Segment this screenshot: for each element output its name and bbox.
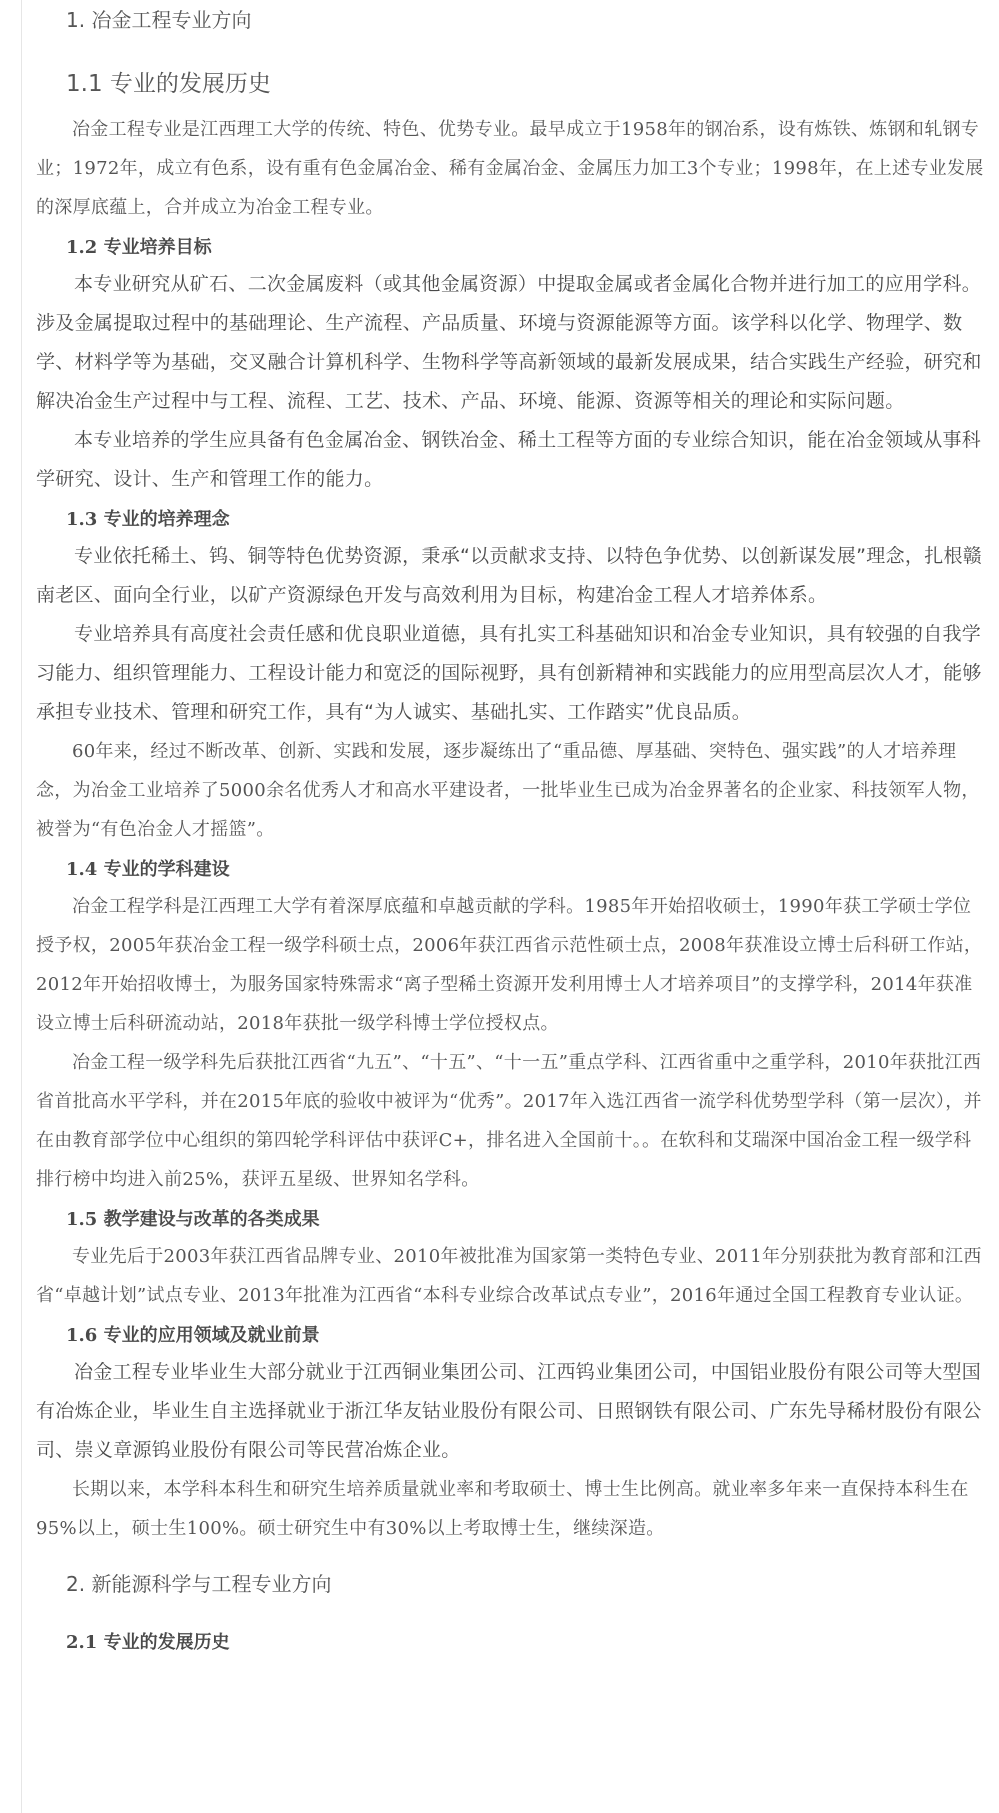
section-1-6-paragraph-2: 长期以来，本学科本科生和研究生培养质量就业率和考取硕士、博士生比例高。就业率多年来一直保持本科生在95%以上，硕士生100%。硕士研究生中有30%以上考取博士生，继续深造。: [36, 1479, 969, 1539]
section-1-2-paragraph-2: 本专业培养的学生应具备有色金属冶金、钢铁冶金、稀土工程等方面的专业综合知识，能在冶金领域从事科学研究、设计、生产和管理工作的能力。: [36, 429, 982, 490]
section-1-3-title: 1.3 专业的培养理念: [66, 509, 230, 530]
section-2-1-title: 2.1 专业的发展历史: [66, 1632, 230, 1653]
section-1-4-paragraph-2: 冶金工程一级学科先后获批江西省“九五”、“十五”、“十一五”重点学科、江西省重中之重学科，2010年获批江西省首批高水平学科，并在2015年底的验收中被评为“优秀”。2017年入选江西省一流学科优势型学科（第一层次），并在由教育部学位中心组织的第四轮学科评估中获评C+，排名进入全国前十。。在软科和艾瑞深中国冶金工程一级学科排行榜中均进入前25%，获评五星级、世界知名学科。: [36, 1052, 982, 1190]
section-1-2-title: 1.2 专业培养目标: [66, 237, 212, 258]
section-1-3-paragraph-3: 60年来，经过不断改革、创新、实践和发展，逐步凝练出了“重品德、厚基础、突特色、强实践”的人才培养理念，为冶金工业培养了5000余名优秀人才和高水平建设者，一批毕业生已成为冶金界著名的企业家、科技领军人物，被誉为“有色冶金人才摇篮”。: [36, 741, 980, 840]
section-1-6-title: 1.6 专业的应用领域及就业前景: [66, 1325, 320, 1346]
section-1-1-paragraph: 冶金工程专业是江西理工大学的传统、特色、优势专业。最早成立于1958年的钢冶系，设有炼铁、炼钢和轧钢专业；1972年，成立有色系，设有重有色金属冶金、稀有金属冶金、金属压力加工3个专业；1998年，在上述专业发展的深厚底蕴上，合并成立为冶金工程专业。: [36, 119, 984, 218]
section-1-2-paragraph-1: 本专业研究从矿石、二次金属废料（或其他金属资源）中提取金属或者金属化合物并进行加工的应用学科。涉及金属提取过程中的基础理论、生产流程、产品质量、环境与资源能源等方面。该学科以化学、物理学、数学、材料学等为基础，交叉融合计算机科学、生物科学等高新领域的最新发展成果，结合实践生产经验，研究和解决冶金生产过程中与工程、流程、工艺、技术、产品、环境、能源、资源等相关的理论和实际问题。: [36, 273, 982, 412]
section-2-title: 2. 新能源科学与工程专业方向: [66, 1572, 332, 1596]
section-1-4-paragraph-1: 冶金工程学科是江西理工大学有着深厚底蕴和卓越贡献的学科。1985年开始招收硕士，1990年获工学硕士学位授予权，2005年获冶金工程一级学科硕士点，2006年获江西省示范性硕士点，2008年获准设立博士后科研工作站，2012年开始招收博士，为服务国家特殊需求“离子型稀土资源开发利用博士人才培养项目”的支撑学科，2014年获准设立博士后科研流动站，2018年获批一级学科博士学位授权点。: [36, 896, 983, 1034]
left-border-line: [21, 0, 22, 1813]
section-1-6-paragraph-1: 冶金工程专业毕业生大部分就业于江西铜业集团公司、江西钨业集团公司，中国铝业股份有限公司等大型国有冶炼企业，毕业生自主选择就业于浙江华友钴业股份有限公司、日照钢铁有限公司、广东先导稀材股份有限公司、崇义章源钨业股份有限公司等民营冶炼企业。: [36, 1361, 982, 1461]
section-1-4-title: 1.4 专业的学科建设: [66, 859, 230, 880]
section-1-5-title: 1.5 教学建设与改革的各类成果: [66, 1209, 320, 1230]
section-1-1-title: 1.1 专业的发展历史: [66, 71, 271, 97]
section-1-3-paragraph-1: 专业依托稀土、钨、铜等特色优势资源，秉承“以贡献求支持、以特色争优势、以创新谋发展”理念，扎根赣南老区、面向全行业，以矿产资源绿色开发与高效利用为目标，构建冶金工程人才培养体系。: [36, 545, 983, 606]
section-1-title: 1. 冶金工程专业方向: [66, 8, 252, 32]
article-body: [36, 0, 986, 1656]
section-1-5-paragraph: 专业先后于2003年获江西省品牌专业、2010年被批准为国家第一类特色专业、2011年分别获批为教育部和江西省“卓越计划”试点专业、2013年批准为江西省“本科专业综合改革试点专业”，2016年通过全国工程教育专业认证。: [36, 1246, 982, 1306]
section-1-3-paragraph-2: 专业培养具有高度社会责任感和优良职业道德，具有扎实工科基础知识和冶金专业知识，具有较强的自我学习能力、组织管理能力、工程设计能力和宽泛的国际视野，具有创新精神和实践能力的应用型高层次人才，能够承担专业技术、管理和研究工作，具有“为人诚实、基础扎实、工作踏实”优良品质。: [36, 623, 982, 723]
